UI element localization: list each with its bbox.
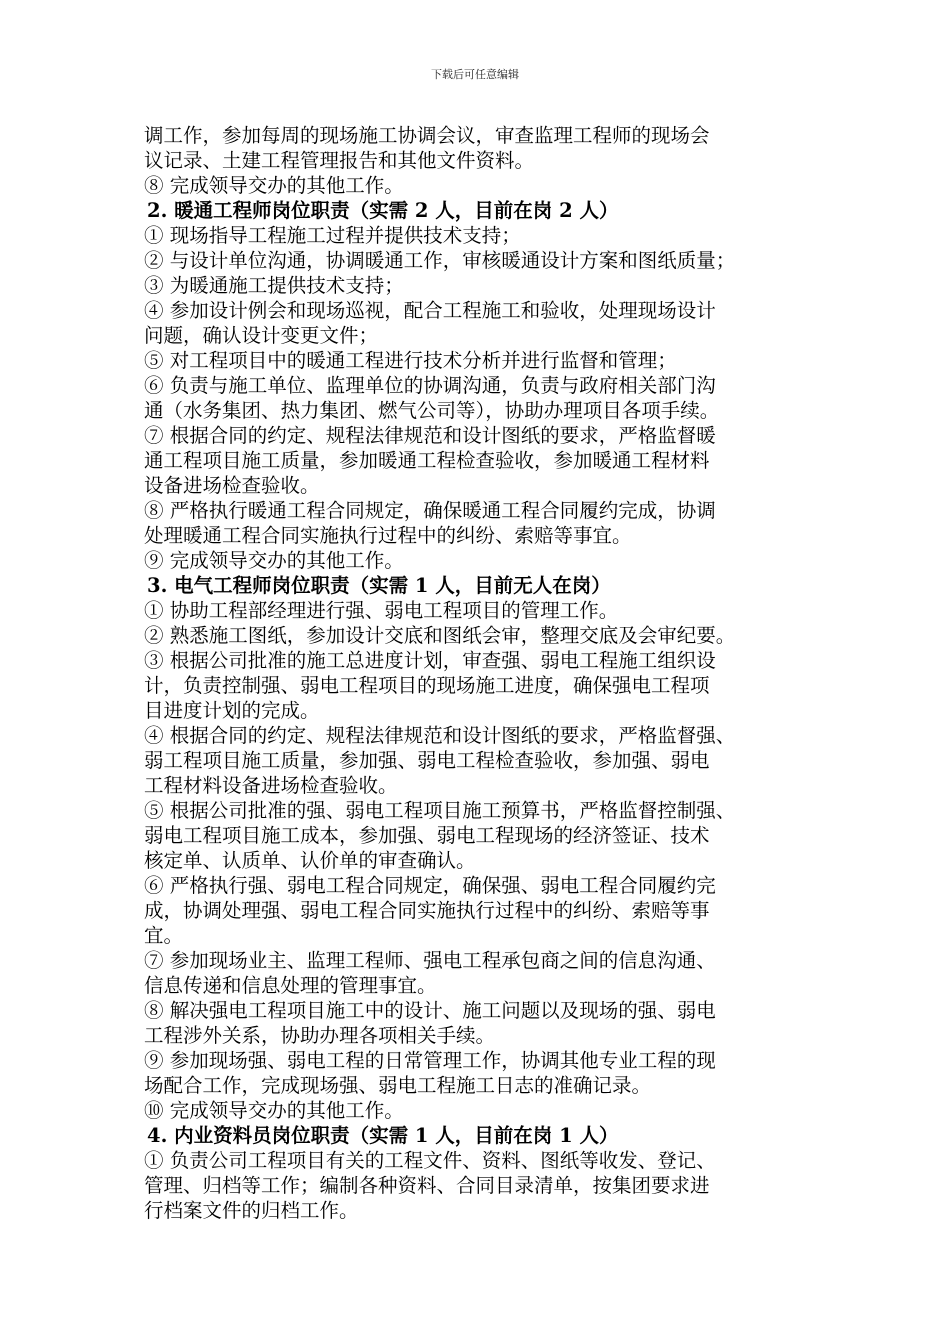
text-line: ② 与设计单位沟通，协调暖通工作，审核暖通设计方案和图纸质量； bbox=[144, 249, 736, 272]
text-line: 信息传递和信息处理的管理事宜。 bbox=[144, 974, 437, 997]
text-line: ⑧ 严格执行暖通工程合同规定，确保暖通工程合同履约完成，协调 bbox=[144, 499, 716, 522]
text-line: ② 熟悉施工图纸，参加设计交底和图纸会审，整理交底及会审纪要。 bbox=[144, 624, 736, 647]
text-line: 计，负责控制强、弱电工程项目的现场施工进度，确保强电工程项 bbox=[144, 674, 710, 697]
text-line: 管理、归档等工作；编制各种资料、合同目录清单，按集团要求进 bbox=[144, 1174, 710, 1197]
text-line: ⑤ 根据公司批准的强、弱电工程项目施工预算书，严格监督控制强、 bbox=[144, 799, 736, 822]
text-line: 场配合工作，完成现场强、弱电工程施工日志的准确记录。 bbox=[144, 1074, 652, 1097]
text-line: ⑤ 对工程项目中的暖通工程进行技术分析并进行监督和管理； bbox=[144, 349, 677, 372]
text-line: ⑨ 完成领导交办的其他工作。 bbox=[144, 549, 404, 572]
text-line: ⑦ 参加现场业主、监理工程师、强电工程承包商之间的信息沟通、 bbox=[144, 949, 716, 972]
text-line: 通（水务集团、热力集团、燃气公司等），协助办理项目各项手续。 bbox=[144, 399, 720, 422]
text-line: 弱工程项目施工质量，参加强、弱电工程检查验收，参加强、弱电 bbox=[144, 749, 710, 772]
text-line: ① 现场指导工程施工过程并提供技术支持； bbox=[144, 224, 521, 247]
text-line: ⑧ 完成领导交办的其他工作。 bbox=[144, 174, 404, 197]
text-line: ⑧ 解决强电工程项目施工中的设计、施工问题以及现场的强、弱电 bbox=[144, 999, 716, 1022]
page-header: 下载后可任意编辑 bbox=[431, 68, 519, 81]
section-heading: 2. 暖通工程师岗位职责（实需 2 人，目前在岗 2 人） bbox=[147, 199, 619, 222]
text-line: 成，协调处理强、弱电工程合同实施执行过程中的纠纷、索赔等事 bbox=[144, 899, 710, 922]
text-line: 调工作，参加每周的现场施工协调会议，审查监理工程师的现场会 bbox=[144, 124, 710, 147]
text-line: 目进度计划的完成。 bbox=[144, 699, 320, 722]
text-line: 核定单、认质单、认价单的审查确认。 bbox=[144, 849, 476, 872]
text-line: ④ 参加设计例会和现场巡视，配合工程施工和验收，处理现场设计 bbox=[144, 299, 716, 322]
text-line: 处理暖通工程合同实施执行过程中的纠纷、索赔等事宜。 bbox=[144, 524, 632, 547]
document-body bbox=[144, 123, 824, 1223]
text-line: ③ 根据公司批准的施工总进度计划，审查强、弱电工程施工组织设 bbox=[144, 649, 716, 672]
text-line: ③ 为暖通施工提供技术支持； bbox=[144, 274, 404, 297]
text-line: 宜。 bbox=[144, 924, 184, 947]
text-line: ④ 根据合同的约定、规程法律规范和设计图纸的要求，严格监督强、 bbox=[144, 724, 736, 747]
text-line: ① 负责公司工程项目有关的工程文件、资料、图纸等收发、登记、 bbox=[144, 1149, 716, 1172]
text-line: 问题，确认设计变更文件； bbox=[144, 324, 379, 347]
text-line: 工程材料设备进场检查验收。 bbox=[144, 774, 398, 797]
text-line: ⑨ 参加现场强、弱电工程的日常管理工作，协调其他专业工程的现 bbox=[144, 1049, 716, 1072]
section-heading: 3. 电气工程师岗位职责（实需 1 人，目前无人在岗） bbox=[147, 574, 611, 597]
text-line: ⑩ 完成领导交办的其他工作。 bbox=[144, 1099, 404, 1122]
text-line: 通工程项目施工质量，参加暖通工程检查验收，参加暖通工程材料 bbox=[144, 449, 710, 472]
text-line: 行档案文件的归档工作。 bbox=[144, 1199, 359, 1222]
text-line: ⑦ 根据合同的约定、规程法律规范和设计图纸的要求，严格监督暖 bbox=[144, 424, 716, 447]
text-line: ⑥ 负责与施工单位、监理单位的协调沟通，负责与政府相关部门沟 bbox=[144, 374, 716, 397]
text-line: 弱电工程项目施工成本，参加强、弱电工程现场的经济签证、技术 bbox=[144, 824, 710, 847]
text-line: 工程涉外关系，协助办理各项相关手续。 bbox=[144, 1024, 496, 1047]
section-heading: 4. 内业资料员岗位职责（实需 1 人，目前在岗 1 人） bbox=[147, 1124, 619, 1147]
text-line: 设备进场检查验收。 bbox=[144, 474, 320, 497]
text-line: ⑥ 严格执行强、弱电工程合同规定，确保强、弱电工程合同履约完 bbox=[144, 874, 716, 897]
text-line: ① 协助工程部经理进行强、弱电工程项目的管理工作。 bbox=[144, 599, 619, 622]
text-line: 议记录、土建工程管理报告和其他文件资料。 bbox=[144, 149, 535, 172]
